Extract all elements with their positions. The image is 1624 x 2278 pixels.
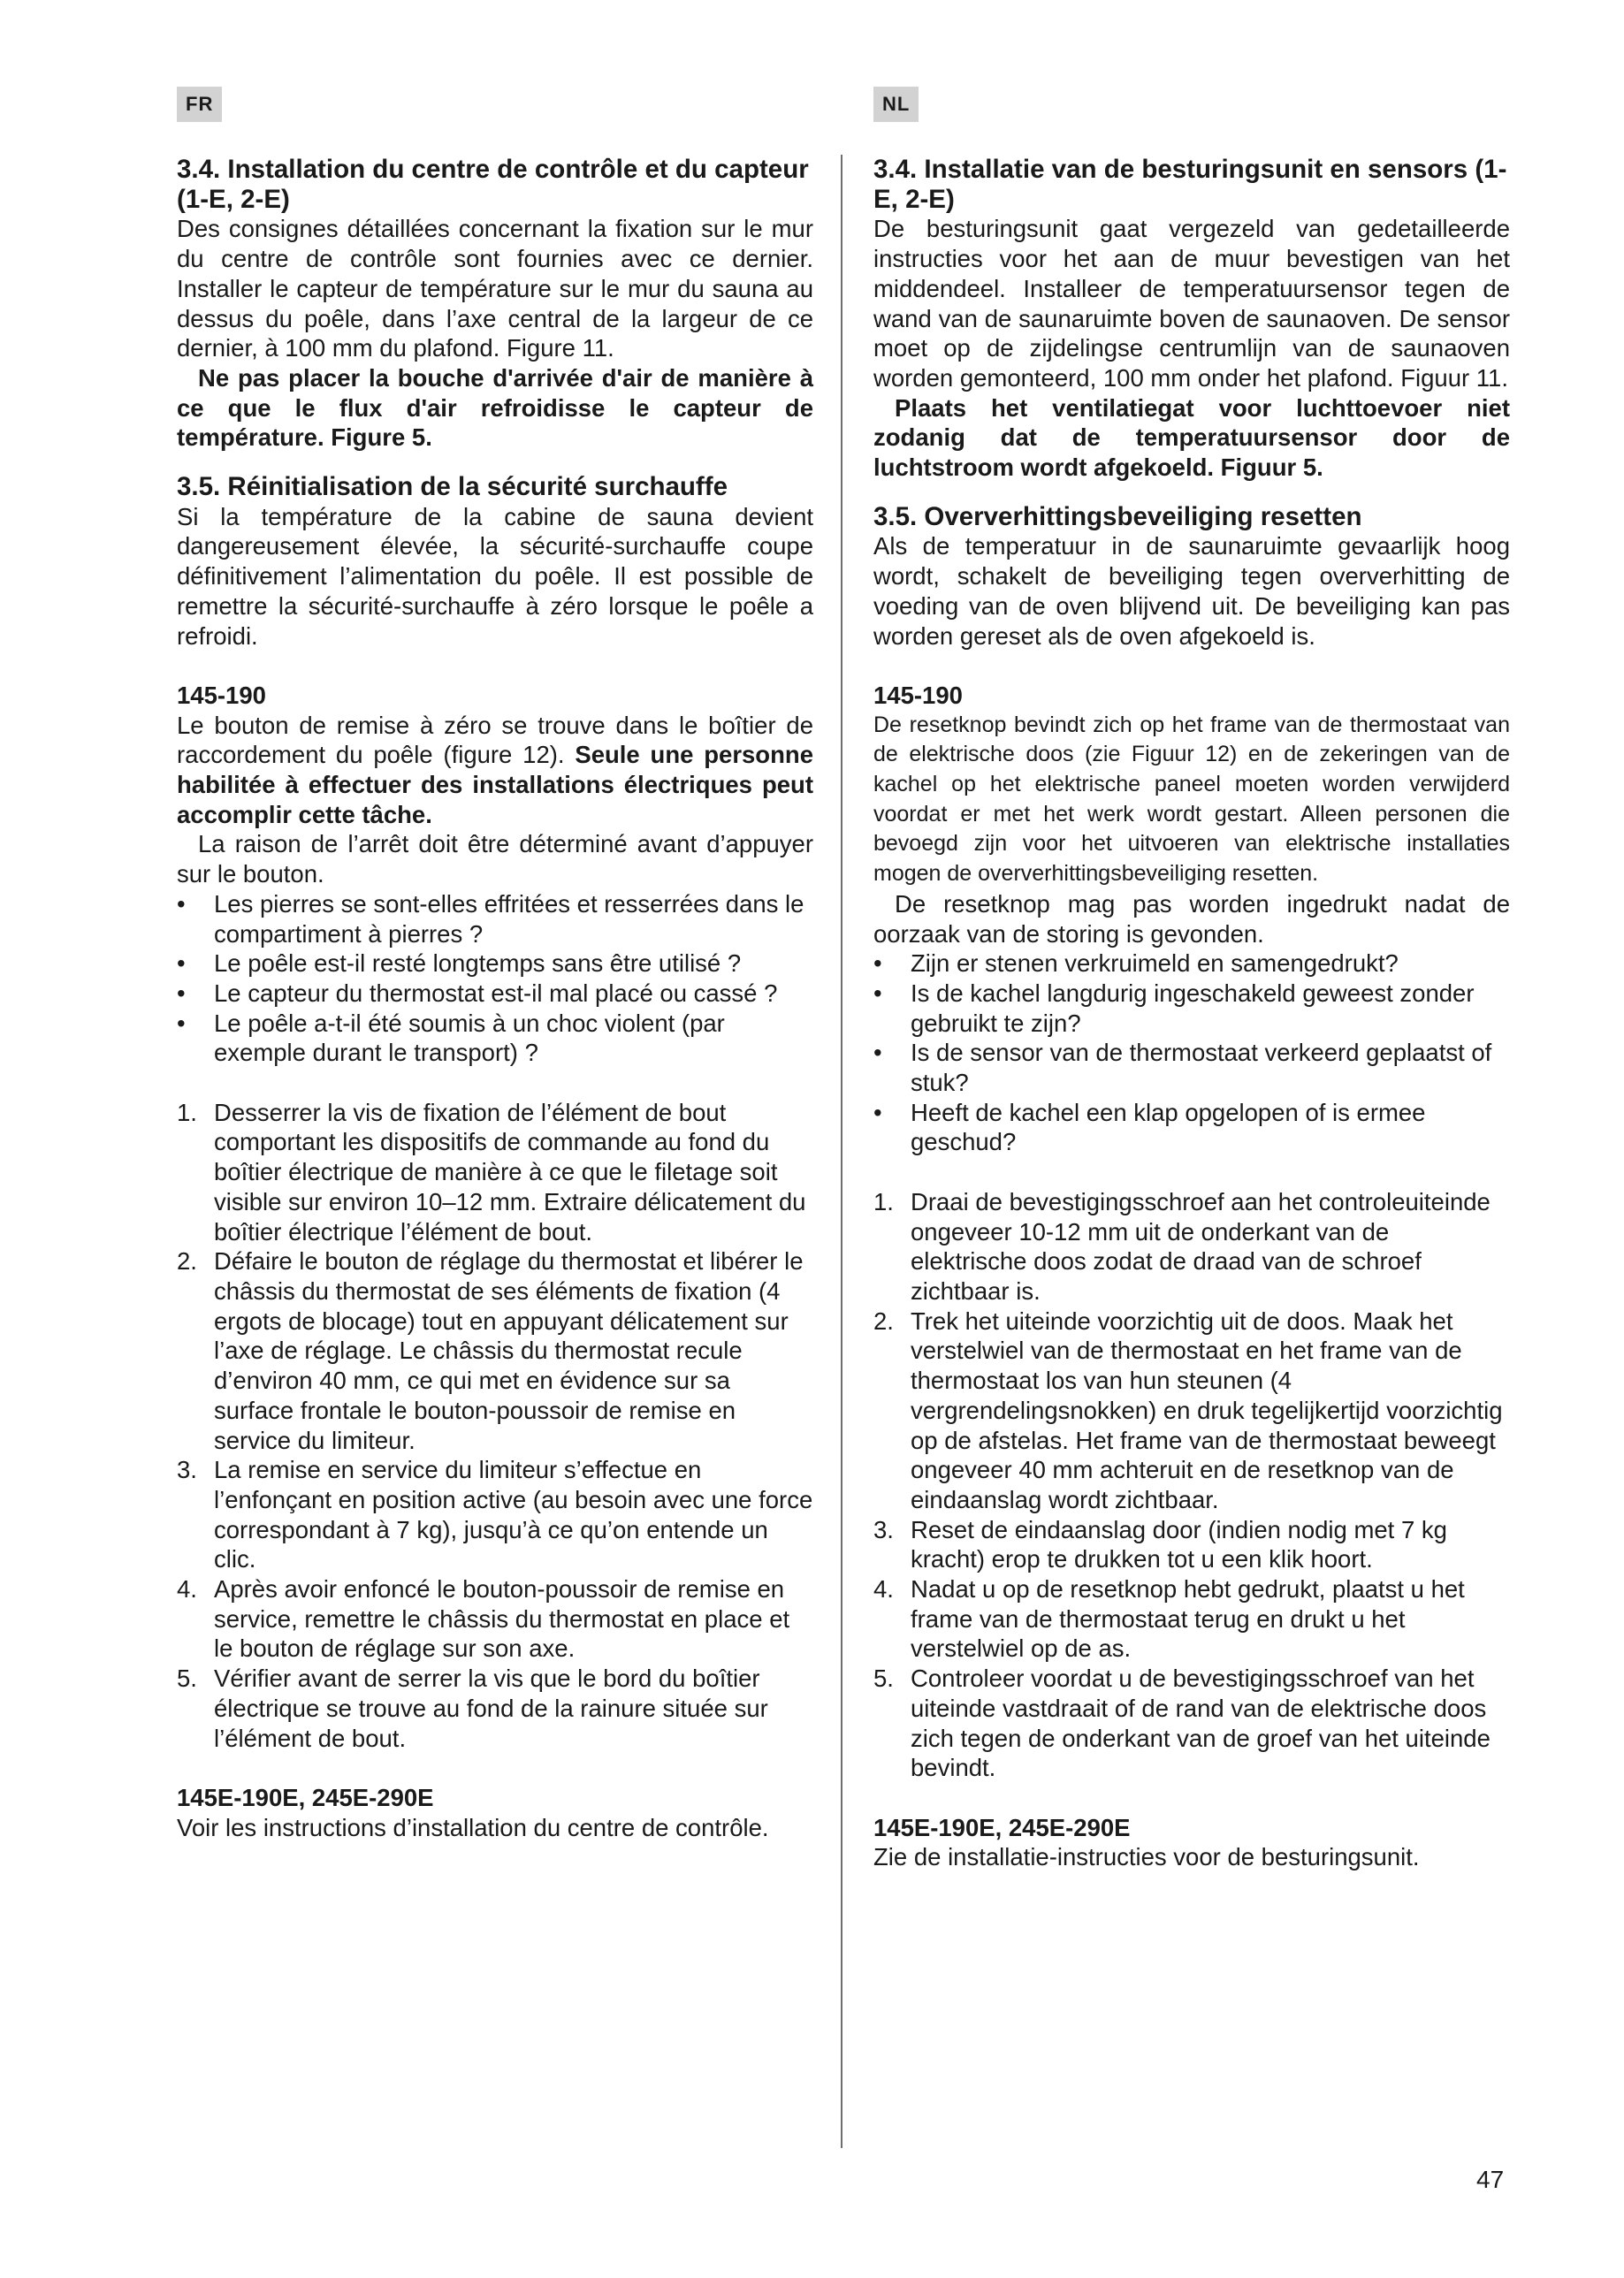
step-item — [177, 1098, 813, 1247]
section-title-3-4: 3.4. Installatie van de besturingsunit en sensors (1-E, 2-E) — [873, 155, 1507, 214]
cause-note: La raison de l’arrêt doit être déterminé avant d’appuyer sur le bouton. — [177, 830, 813, 888]
step-item — [177, 1574, 813, 1664]
column-nl — [873, 155, 1510, 1872]
step-text: Draai de bevestigingsschroef aan het controleuiteinde ongeveer 10-12 mm uit de onderkant van de elektrische doos zodat de draad van de schroef zichtbaar is. — [911, 1187, 1491, 1305]
model-heading-e-series: 145E-190E, 245E-290E — [177, 1783, 434, 1811]
step-item — [177, 1664, 813, 1753]
cause-list — [873, 949, 1510, 1157]
model-body-text: Le bouton de remise à zéro se trouve dans le boîtier de raccordement du poêle (figure 12). — [177, 711, 813, 769]
step-item — [873, 1664, 1510, 1783]
section-body-3-5: Si la température de la cabine de sauna devient dangereusement élevée, la sécurité-surchauffe coupe définitivement l’alimentation du poêle. Il est possible de remettre la sécurité-surchauffe à zéro lorsque le poêle a refroidi. — [177, 502, 813, 650]
step-number: 3. — [177, 1456, 197, 1484]
model-body-145-190: De resetknop bevindt zich op het frame van de thermostaat van de elektrische doos (zie Figuur 12) en de zekeringen van de kachel op het elektrische paneel moeten worden verwijderd voordat er met het werk wordt gestart. Alleen personen die bevoegd zijn voor het uitvoeren van elektrische installaties mogen de oververhittingsbeveiliging resetten. — [873, 712, 1510, 887]
step-number: 2. — [873, 1307, 894, 1335]
step-number: 2. — [177, 1247, 197, 1276]
step-text: La remise en service du limiteur s’effectue en l’enfonçant en position active (au besoin avec une force correspondant à 7 kg), jusqu’à ce qu’on entende un clic. — [214, 1456, 813, 1573]
column-divider — [841, 155, 842, 2148]
section-title-3-4: 3.4. Installation du centre de contrôle et du capteur (1-E, 2-E) — [177, 155, 809, 214]
steps-list — [177, 1098, 813, 1753]
step-text: Défaire le bouton de réglage du thermostat et libérer le châssis du thermostat de ses éléments de fixation (4 ergots de blocage) tout en appuyant délicatement sur l’axe de réglage. Le châssis du thermostat recule d’environ 40 mm, ce qui met en évidence sur sa surface frontale le bouton-poussoir de remise en service du limiteur. — [214, 1247, 804, 1454]
step-number: 1. — [177, 1098, 197, 1126]
step-number: 3. — [873, 1515, 894, 1543]
step-number: 1. — [873, 1187, 894, 1215]
step-number: 4. — [177, 1575, 197, 1604]
list-item: • Is de kachel langdurig ingeschakeld geweest zonder gebruikt te zijn? — [873, 979, 1510, 1038]
model-body-e-series: Zie de installatie-instructies voor de besturingsunit. — [873, 1843, 1420, 1871]
step-text: Reset de eindaanslag door (indien nodig met 7 kg kracht) erop te drukken tot u een klik hoort. — [911, 1515, 1447, 1573]
step-item — [873, 1187, 1510, 1307]
list-item: • Heeft de kachel een klap opgelopen of is ermee geschud? — [873, 1098, 1510, 1157]
page-number: 47 — [1476, 2166, 1505, 2193]
step-text: Controleer voordat u de bevestigingsschroef van het uiteinde vastdraait of de rand van de elektrische doos zich tegen de onderkant van de groef van het uiteinde bevindt. — [911, 1665, 1491, 1782]
step-text: Vérifier avant de serrer la vis que le bord du boîtier électrique se trouve au fond de la rainure située sur l’élément de bout. — [214, 1665, 768, 1752]
step-text: Nadat u op de resetknop hebt gedrukt, plaatst u het frame van de thermostaat terug en drukt u het verstelwiel op de as. — [911, 1575, 1465, 1663]
language-badge-nl: NL — [873, 87, 919, 122]
cause-note: De resetknop mag pas worden ingedrukt nadat de oorzaak van de storing is gevonden. — [873, 889, 1510, 948]
model-body-e-series: Voir les instructions d’installation du centre de contrôle. — [177, 1813, 769, 1841]
step-text: Desserrer la vis de fixation de l’élément de bout comportant les dispositifs de commande au fond du boîtier électrique de manière à ce que le filetage soit visible sur environ 10–12 mm. Extraire délicatement du boîtier électrique l’élément de bout. — [214, 1098, 806, 1246]
section-title-3-5: 3.5. Réinitialisation de la sécurité surchauffe — [177, 472, 728, 502]
model-body-bold: Seule une personne habilitée à effectuer des installations électriques peut accomplir cette tâche. — [177, 741, 813, 828]
step-text: Après avoir enfoncé le bouton-poussoir de remise en service, remettre le châssis du thermostat en place et le bouton de réglage sur son axe. — [214, 1575, 790, 1663]
step-item — [177, 1246, 813, 1455]
step-number: 5. — [873, 1665, 894, 1693]
step-text: Trek het uiteinde voorzichtig uit de doos. Maak het verstelwiel van de thermostaat en het frame van de thermostaat los van hun steunen (4 vergrendelingsnokken) en druk tegelijkertijd voorzichtig op de afstelas. Het frame van de thermostaat beweegt ongeveer 40 mm achteruit en de resetknop van de eindaanslag wordt zichtbaar. — [911, 1307, 1503, 1513]
model-heading-145-190: 145-190 — [873, 681, 963, 709]
steps-list — [873, 1187, 1510, 1783]
list-item: • Le poêle a-t-il été soumis à un choc violent (par exemple durant le transport) ? — [177, 1009, 813, 1068]
language-badge-fr: FR — [177, 87, 222, 122]
step-number: 5. — [177, 1665, 197, 1693]
list-item: • Zijn er stenen verkruimeld en samengedrukt? — [873, 949, 1510, 979]
step-item — [873, 1574, 1510, 1664]
warning-note: Plaats het ventilatiegat voor luchttoevoer niet zodanig dat de temperatuursensor door de luchtstroom wordt afgekoeld. Figuur 5. — [873, 393, 1510, 482]
list-item: • Le capteur du thermostat est-il mal placé ou cassé ? — [177, 979, 813, 1009]
warning-note: Ne pas placer la bouche d'arrivée d'air de manière à ce que le flux d'air refroidisse le capteur de température. Figure 5. — [177, 363, 813, 452]
step-item — [873, 1515, 1510, 1574]
list-item: • Is de sensor van de thermostaat verkeerd geplaatst of stuk? — [873, 1038, 1510, 1097]
step-number: 4. — [873, 1575, 894, 1604]
model-body-145-190 — [177, 711, 813, 830]
cause-list — [177, 889, 813, 1068]
section-body-3-4: Des consignes détaillées concernant la fixation sur le mur du centre de contrôle sont fournies avec ce dernier. Installer le capteur de température sur le mur du sauna au dessus du poêle, dans l’axe central de la largeur de ce dernier, à 100 mm du plafond. Figure 11. — [177, 215, 813, 362]
step-item — [177, 1455, 813, 1574]
model-heading-145-190: 145-190 — [177, 681, 266, 709]
list-item: • Le poêle est-il resté longtemps sans être utilisé ? — [177, 949, 813, 979]
step-item — [873, 1307, 1510, 1515]
list-item: • Les pierres se sont-elles effritées et resserrées dans le compartiment à pierres ? — [177, 889, 813, 949]
section-body-3-4: De besturingsunit gaat vergezeld van gedetailleerde instructies voor het aan de muur bevestigen van het middendeel. Installeer de temperatuursensor tegen de wand van de saunaruimte boven de saunaoven. De sensor moet op de zijdelingse centrumlijn van de saunaoven worden gemonteerd, 100 mm onder het plafond. Figuur 11. — [873, 215, 1510, 392]
section-title-3-5: 3.5. Oververhittingsbeveiliging resetten — [873, 501, 1362, 531]
model-heading-e-series: 145E-190E, 245E-290E — [873, 1813, 1131, 1841]
column-fr — [177, 155, 813, 1842]
section-body-3-5: Als de temperatuur in de saunaruimte gevaarlijk hoog wordt, schakelt de beveiliging tegen oververhitting de voeding van de oven blijvend uit. De beveiliging kan pas worden gereset als de oven afgekoeld is. — [873, 532, 1510, 650]
